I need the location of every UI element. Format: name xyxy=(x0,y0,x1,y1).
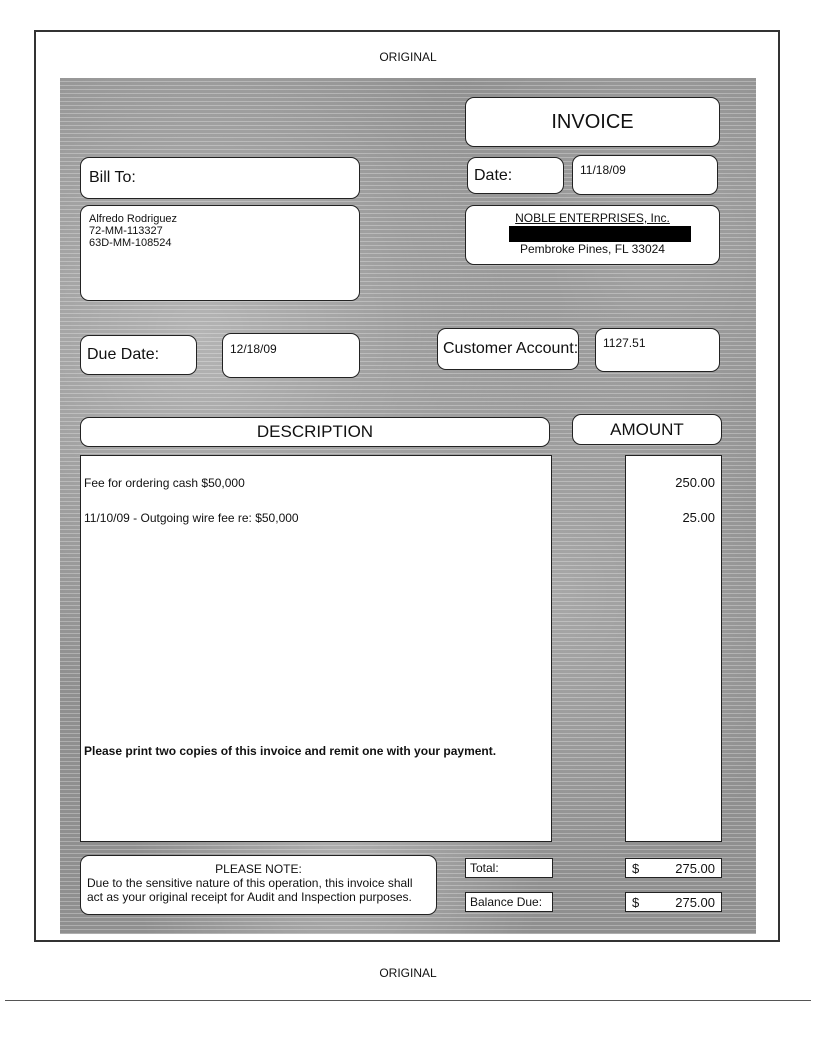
customer-account-value: 1127.51 xyxy=(603,336,646,350)
bill-to-account-2: 63D-MM-108524 xyxy=(89,237,172,249)
total-currency: $ xyxy=(632,860,640,876)
vendor-name: NOBLE ENTERPRISES, Inc. xyxy=(515,211,670,225)
please-note-title: PLEASE NOTE: xyxy=(215,862,302,876)
remit-instructions: Please print two copies of this invoice and remit one with your payment. xyxy=(84,744,497,758)
line-item-description-1: Fee for ordering cash $50,000 xyxy=(84,476,245,490)
date-value: 11/18/09 xyxy=(580,163,626,177)
balance-label-box xyxy=(465,892,553,912)
invoice-title: INVOICE xyxy=(551,110,634,133)
balance-due-value: 275.00 xyxy=(675,894,715,910)
original-stamp-top: ORIGINAL xyxy=(379,50,437,64)
amount-header xyxy=(572,414,722,445)
original-stamp-bottom: ORIGINAL xyxy=(379,966,437,980)
balance-value-box xyxy=(625,892,722,912)
balance-due-label: Balance Due: xyxy=(470,895,543,909)
customer-account-value-box xyxy=(595,328,720,372)
total-label-box xyxy=(465,858,553,878)
total-label: Total: xyxy=(470,861,499,875)
please-note-line-2: act as your original receipt for Audit and Inspection purposes. xyxy=(87,890,412,904)
description-header xyxy=(80,417,550,447)
bottom-rule xyxy=(5,1000,811,1001)
date-value-box xyxy=(572,155,718,195)
due-date-label-box xyxy=(80,335,197,375)
balance-currency: $ xyxy=(632,894,640,910)
please-note-box xyxy=(80,855,437,915)
line-item-description-2: 11/10/09 - Outgoing wire fee re: $50,000 xyxy=(84,511,299,525)
date-label-box xyxy=(467,157,564,194)
due-date-value-box xyxy=(222,333,360,378)
vendor-city: Pembroke Pines, FL 33024 xyxy=(520,242,665,256)
bill-to-address-box xyxy=(80,205,360,301)
bill-to-name: Alfredo Rodriguez xyxy=(89,213,178,225)
please-note-line-1: Due to the sensitive nature of this operation, this invoice shall xyxy=(87,876,413,890)
customer-account-label-box xyxy=(437,328,579,370)
total-value-box xyxy=(625,858,722,878)
total-value: 275.00 xyxy=(675,860,715,876)
line-item-amount-1: 250.00 xyxy=(675,475,715,490)
bill-to-label-box xyxy=(80,157,360,199)
description-header-label: DESCRIPTION xyxy=(256,422,374,441)
description-column xyxy=(80,455,552,842)
due-date-value: 12/18/09 xyxy=(230,342,277,356)
amount-header-label: AMOUNT xyxy=(610,419,684,439)
vendor-box xyxy=(465,205,720,265)
customer-account-label: Customer Account: xyxy=(443,340,579,357)
due-date-label: Due Date: xyxy=(87,346,160,363)
date-label: Date: xyxy=(474,166,513,184)
invoice-title-box xyxy=(465,97,720,147)
bill-to-label: Bill To: xyxy=(89,169,136,186)
amount-column xyxy=(625,455,722,842)
bill-to-account-1: 72-MM-113327 xyxy=(89,225,163,237)
line-item-amount-2: 25.00 xyxy=(682,510,715,525)
redaction-bar xyxy=(509,226,691,242)
